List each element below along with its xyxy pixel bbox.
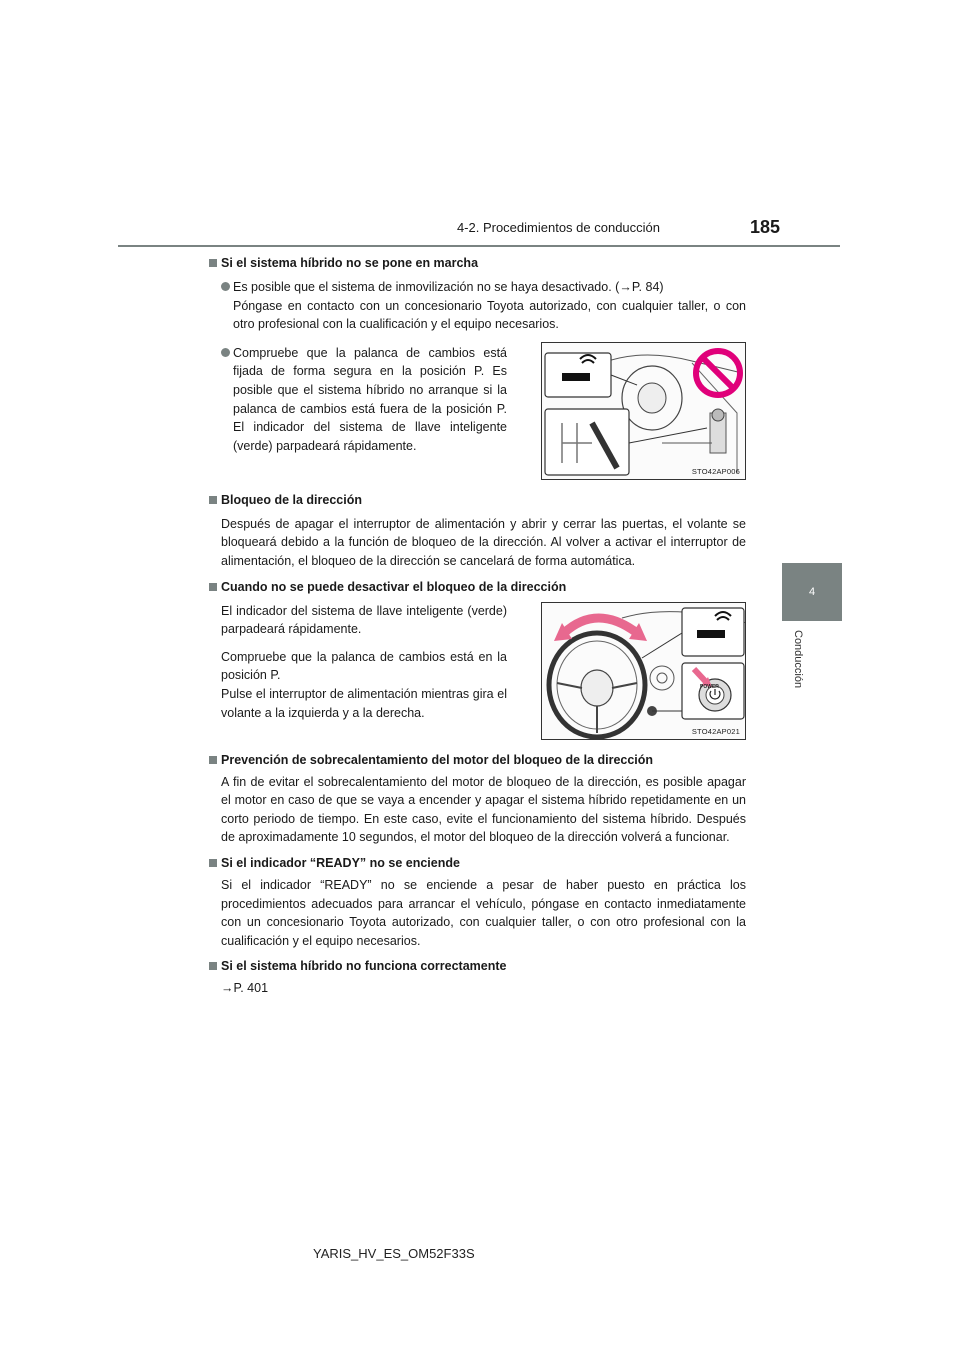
- page-number: 185: [750, 217, 781, 237]
- section-ready-indicator: [209, 855, 746, 950]
- section-heading: Bloqueo de la dirección: [209, 492, 746, 509]
- section-text: Si el indicador “READY” no se enciende a pesar de haber puesto en práctica los procedimientos adecuados para arrancar el vehículo, póngase en contacto inmediatamente con un concesionario Toyota autorizado, con cualquier taller, o con otro profesional con la cualificación y el equipo necesarios.: [221, 877, 746, 948]
- header-section-title: 4-2. Procedimientos de conducción: [456, 220, 660, 235]
- section-heading: Cuando no se puede desactivar el bloqueo de la dirección: [209, 579, 746, 596]
- bullet-item: Es posible que el sistema de inmovilización no se haya desactivado. (→P. 84) Póngase en contacto con un concesionario Toyota autorizado, con cualquier taller, o con otro profesional con la cualificación y el equipo necesarios.: [209, 278, 746, 334]
- page-reference-link[interactable]: →P. 401: [221, 981, 269, 996]
- section-heading: Prevención de sobrecalentamiento del motor del bloqueo de la dirección: [209, 752, 746, 769]
- header-divider: [118, 245, 840, 247]
- figure-shift-lever: [541, 342, 746, 480]
- square-bullet-icon: [209, 496, 217, 504]
- section-text: El indicador del sistema de llave inteligente (verde) parpadeará rápidamente.: [221, 603, 507, 637]
- section-steering-lock-not-release: [209, 579, 746, 740]
- chapter-number: 4: [808, 586, 816, 598]
- square-bullet-icon: [209, 583, 217, 591]
- square-bullet-icon: [209, 259, 217, 267]
- bullet-item: Compruebe que la palanca de cambios está fijada de forma segura en la posición P. Es posible que el sistema híbrido no arranque si la palanca de cambios está fuera de la posición P. El indicador del sistema de llave inteligente (verde) parpadeará rápidamente.: [209, 344, 507, 480]
- document-code: YARIS_HV_ES_OM52F33S: [313, 1246, 475, 1261]
- section-heading: Si el sistema híbrido no se pone en marcha: [209, 255, 746, 272]
- section-heading: Si el sistema híbrido no funciona correctamente: [209, 958, 746, 975]
- round-bullet-icon: [221, 282, 230, 291]
- figure-code: STO42AP006: [691, 466, 740, 476]
- square-bullet-icon: [209, 756, 217, 764]
- section-text: A fin de evitar el sobrecalentamiento del motor de bloqueo de la dirección, es posible apagar el motor en caso de que se vaya a encender y apagar el sistema híbrido repetidamente en un corto periodo de tiempo. En este caso, evite el funcionamiento del sistema híbrido. Después de aproximadamente 10 segundos, el motor del bloqueo de la dirección volverá a funcionar.: [221, 774, 746, 845]
- row-steering-wheel: [209, 602, 746, 740]
- section-hybrid-malfunction: [209, 958, 746, 998]
- section-overheating-prevention: [209, 752, 746, 847]
- steering-wheel-illustration: [542, 603, 746, 740]
- section-heading: Si el indicador “READY” no se enciende: [209, 855, 746, 872]
- power-label: POWER: [700, 683, 719, 690]
- figure-code: STO42AP021: [691, 726, 740, 736]
- section-text: Compruebe que la palanca de cambios está en la posición P. Pulse el interruptor de alimentación mientras gira el volante a la izquierda y a la derecha.: [221, 649, 507, 720]
- square-bullet-icon: [209, 859, 217, 867]
- shift-lever-illustration: [542, 343, 746, 480]
- chapter-tab[interactable]: [782, 563, 842, 621]
- section-steering-lock: [209, 492, 746, 571]
- section-hybrid-not-start: [209, 255, 746, 480]
- chapter-label: Conducción: [792, 630, 804, 689]
- figure-steering-wheel: [541, 602, 746, 740]
- section-text: Después de apagar el interruptor de alimentación y abrir y cerrar las puertas, el volante se bloqueará debido a la función de bloqueo de la dirección. Al volver a activar el interruptor de alimentación, el bloqueo de la dirección se cancelará de forma automática.: [221, 516, 746, 568]
- square-bullet-icon: [209, 962, 217, 970]
- row-shift-lever: [209, 342, 746, 480]
- round-bullet-icon: [221, 348, 230, 357]
- main-content: [209, 255, 746, 998]
